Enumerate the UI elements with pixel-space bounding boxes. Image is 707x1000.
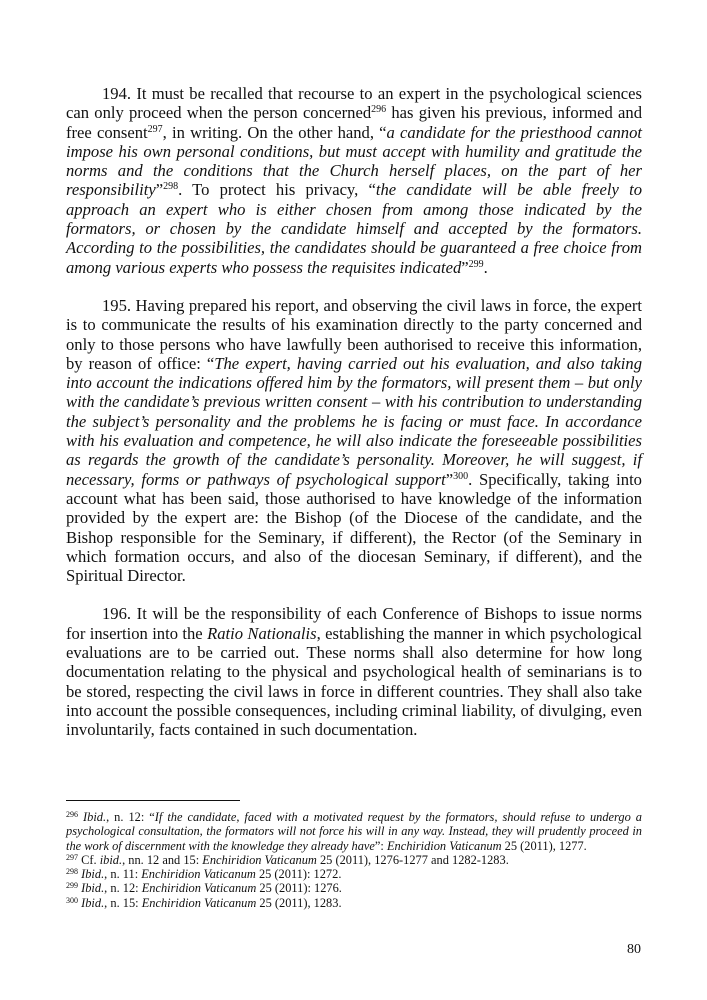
footnote-296 [66, 810, 642, 853]
paragraph-text: . Specifically, taking into account what has been said, those authorised to have knowledge of the information provided by the expert are: the Bishop (of the Diocese of the candidate, and the Bishop responsible for the Seminary, if different), the Rector (of the Seminary in which formation occurs, and also of the diocesan Seminary, if different), and the Spiritual Director. [66, 469, 642, 586]
source-title: Enchiridion Vaticanum [141, 895, 257, 910]
ibid: Ibid. [81, 881, 105, 896]
footnote-text: 25 (2011), 1277. [501, 838, 587, 853]
footnote-ref-297[interactable]: 297 [147, 123, 163, 135]
footnote-ref-300[interactable]: 300 [453, 470, 469, 482]
footnote-text: , n. 12: [104, 881, 142, 896]
paragraph-text: has given his previous, informed and free consent [66, 103, 642, 142]
footnote-text: , n. 12: “ [106, 810, 155, 824]
footnote-297 [66, 853, 642, 867]
quotation: the candidate will be able freely to approach an expert who is either chosen from among those indicated by the formators, or chosen by the candidate himself and accepted by the formators. According to the possibilities, the candidates should be guaranteed a free choice from among various experts who possess the requisites indicated [66, 180, 642, 277]
paragraph-196 [66, 604, 642, 739]
page-number: 80 [627, 942, 641, 957]
footnote-number: 299 [66, 881, 78, 891]
footnote-text: 25 (2011), 1283. [256, 895, 342, 910]
footnote-text: ”: [374, 838, 387, 853]
source-title: Enchiridion Vaticanum [386, 838, 502, 853]
paragraph-text: ” [155, 180, 164, 200]
footnote-text: , n. 15: [104, 895, 142, 910]
footnotes-section [66, 800, 642, 910]
paragraph-text: 195. Having prepared his report, and observing the civil laws in force, the expert is to communicate the results of his examination directly to the party concerned and only to those persons who have lawfully been authorised to receive this information, by reason of office: “ [66, 295, 642, 373]
footnote-text: 25 (2011), 1276-1277 and 1282-1283. [316, 852, 509, 867]
source-title: Enchiridion Vaticanum [202, 852, 317, 867]
paragraph-text: , establishing the manner in which psychological evaluations are to be carried out. These norms shall also determine for how long documentation relating to the physical and psychological health of seminarians is to be stored, respecting the civil laws in force in different countries. They shall also take into account the possible consequences, including criminal liability, of divulging, even involuntarily, facts contained in such documentation. [66, 623, 642, 740]
paragraph-text: . [483, 257, 488, 277]
paragraph-text: 194. It must be recalled that recourse to an expert in the psychological sciences can only proceed when the person concerned [66, 84, 642, 123]
paragraph-195 [66, 296, 642, 585]
footnote-300 [66, 896, 642, 910]
footnote-298 [66, 867, 642, 881]
paragraph-text: 196. It will be the responsibility of each Conference of Bishops to issue norms for insertion into the [66, 604, 642, 643]
quotation: a candidate for the priesthood cannot impose his own personal conditions, but must accept with humility and gratitude the norms and the conditions that the Church herself places, on the part of her responsibility [66, 122, 642, 200]
quotation: If the candidate, faced with a motivated request by the formators, should refuse to undergo a psychological consultation, the formators will not force his will in any way. Instead, they will prudently proceed in the work of discernment with the knowledge they already have [66, 810, 642, 853]
footnote-number: 296 [66, 810, 78, 819]
paragraph-text: ” [445, 469, 454, 489]
ibid: Ibid. [81, 895, 105, 910]
document-title: Ratio Nationalis [207, 623, 317, 643]
footnote-ref-298[interactable]: 298 [163, 181, 179, 193]
paragraph-text: . To protect his privacy, “ [178, 180, 376, 200]
ibid: Ibid. [83, 810, 107, 824]
footnote-ref-296[interactable]: 296 [371, 104, 387, 116]
ibid: Ibid. [81, 867, 105, 882]
source-title: Enchiridion Vaticanum [141, 881, 257, 896]
footnote-299 [66, 881, 642, 895]
paragraph-text: ” [461, 257, 469, 277]
footnote-number: 297 [66, 852, 78, 862]
footnote-text: 25 (2011): 1272. [255, 867, 342, 882]
footnote-text: , nn. 12 and 15: [122, 852, 203, 867]
footnote-number: 298 [66, 867, 78, 877]
document-body [66, 84, 642, 740]
footnote-text: Cf. [78, 852, 100, 867]
footnote-ref-299[interactable]: 299 [468, 258, 484, 270]
source-title: Enchiridion Vaticanum [141, 867, 256, 882]
paragraph-194 [66, 84, 642, 277]
quotation: The expert, having carried out his evaluation, and also taking into account the indications offered him by the formators, will present them – but only with the candidate’s previous written consent – with his contribution to understanding the subject’s personality and the problems he is facing or must face. In accordance with his evaluation and competence, he will also indicate the foreseeable possibilities as regards the growth of the candidate’s personality. Moreover, he will suggest, if necessary, forms or pathways of psychological support [66, 353, 643, 489]
footnote-separator [66, 800, 240, 801]
footnote-text: 25 (2011): 1276. [256, 881, 342, 896]
footnote-text: , n. 11: [104, 867, 142, 882]
paragraph-text: , in writing. On the other hand, “ [162, 122, 387, 142]
footnote-number: 300 [66, 895, 78, 905]
ibid: ibid. [99, 852, 123, 867]
